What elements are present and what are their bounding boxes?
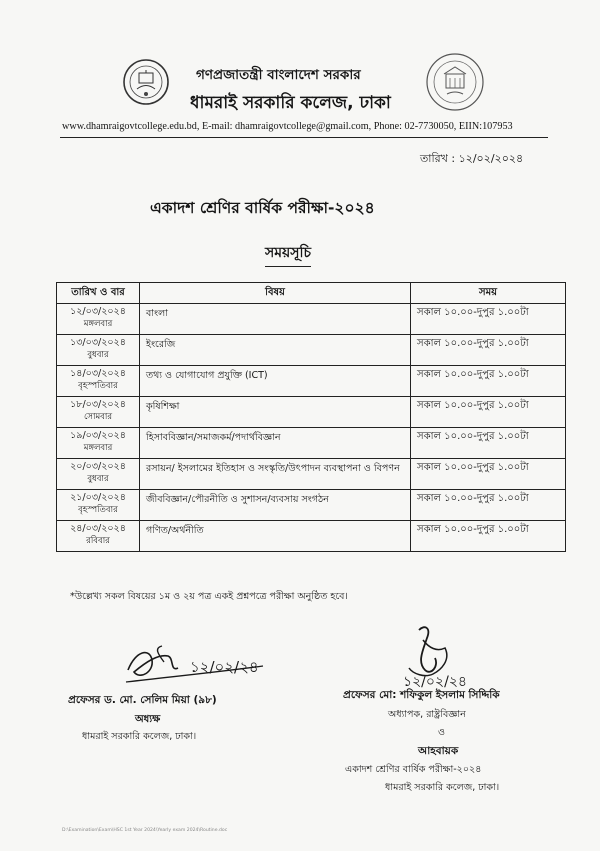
convener-position: অধ্যাপক, রাষ্ট্রবিজ্ঞান [388,709,466,720]
subject-cell [140,304,411,335]
date-cell [57,397,140,428]
row-day: রবিবার [86,536,110,546]
convener-org: ধামরাই সরকারি কলেজ, ঢাকা। [385,782,500,793]
row-date: ২১/০৩/২০২৪ [70,492,126,503]
routine-title: সময়সূচি [265,241,311,267]
row-time: সকাল ১০.০০-দুপুর ১.০০টা [417,369,529,380]
college-seal-icon [425,52,485,112]
row-date: ১৪/০৩/২০২৪ [70,368,126,379]
principal-signature [118,632,268,692]
table-header-row [57,283,566,304]
date-cell [57,366,140,397]
table-row [57,521,566,552]
table-row [57,335,566,366]
table-row [57,428,566,459]
date-cell [57,335,140,366]
row-day: বৃহস্পতিবার [78,505,118,515]
table-row [57,366,566,397]
file-path-footer: D:\Examination\Exam\HSC 1st Year 2024\Yearly exam 2024\Routine.doc [62,828,228,833]
subject-cell [140,335,411,366]
row-subject: ইংরেজি [146,339,176,350]
subject-cell [140,521,411,552]
row-time: সকাল ১০.০০-দুপুর ১.০০টা [417,431,529,442]
row-time: সকাল ১০.০০-দুপুর ১.০০টা [417,493,529,504]
row-day: বুধবার [87,474,109,484]
issue-date: তারিখ : ১২/০২/২০২৪ [420,152,524,165]
row-date: ১৯/০৩/২০২৪ [70,430,126,441]
row-date: ১২/০৩/২০২৪ [70,306,126,317]
row-day: বৃহস্পতিবার [78,381,118,391]
convener-role: আহবায়ক [418,745,459,757]
date-cell [57,521,140,552]
row-day: মঙ্গলবার [83,319,113,329]
schedule-table [56,282,566,552]
row-date: ২৪/০৩/২০২৪ [70,523,126,534]
subject-cell [140,490,411,521]
date-cell [57,490,140,521]
header-date-day: তারিখ ও বার [57,283,140,304]
exam-note: *উল্লেখ্য সকল বিষয়ের ১ম ও ২য় পত্র একই প্রশ্নপত্রে পরীক্ষা অনুষ্ঠিত হবে। [70,591,348,602]
row-day: সোমবার [83,412,113,422]
convener-name: প্রফেসর মো: শফিকুল ইসলাম সিদ্দিকি [343,689,500,701]
row-subject: জীববিজ্ঞান/পৌরনীতি ও সুশাসন/ব্যবসায় সংগঠন [146,494,329,505]
row-day: মঙ্গলবার [83,443,113,453]
table-row [57,459,566,490]
convener-and: ও [438,727,445,738]
time-cell [411,428,566,459]
row-subject: রসায়ন/ ইসলামের ইতিহাস ও সংস্কৃতি/উৎপাদন ব্যবস্থাপনা ও বিপণন [146,463,400,474]
subject-cell [140,459,411,490]
header-time: সময় [411,283,566,304]
contact-line: www.dhamraigovtcollege.edu.bd, E-mail: dhamraigovtcollege@gmail.com, Phone: 02-7730050, EIIN:107953 [62,121,513,132]
subject-cell [140,428,411,459]
time-cell [411,459,566,490]
row-day: বুধবার [87,350,109,360]
header-divider [60,137,548,138]
college-emblem-icon [122,58,170,106]
principal-title: অধ্যক্ষ [135,714,161,725]
time-cell [411,304,566,335]
exam-title: একাদশ শ্রেণির বার্ষিক পরীক্ষা-২০২৪ [150,199,375,217]
time-cell [411,366,566,397]
time-cell [411,490,566,521]
convener-signature-date: ১২/০২/২৪ [403,674,468,690]
date-cell [57,459,140,490]
government-title: গণপ্রজাতন্ত্রী বাংলাদেশ সরকার [196,67,361,83]
row-subject: কৃষিশিক্ষা [146,401,180,412]
row-time: সকাল ১০.০০-দুপুর ১.০০টা [417,524,529,535]
subject-cell [140,397,411,428]
time-cell [411,335,566,366]
row-time: সকাল ১০.০০-দুপুর ১.০০টা [417,307,529,318]
row-subject: গণিত/অর্থনীতি [146,525,204,536]
row-time: সকাল ১০.০০-দুপুর ১.০০টা [417,462,529,473]
row-time: সকাল ১০.০০-দুপুর ১.০০টা [417,338,529,349]
convener-exam: একাদশ শ্রেণির বার্ষিক পরীক্ষা-২০২৪ [345,764,482,775]
row-date: ২০/০৩/২০২৪ [70,461,126,472]
subject-cell [140,366,411,397]
date-cell [57,304,140,335]
time-cell [411,397,566,428]
principal-org: ধামরাই সরকারি কলেজ, ঢাকা। [82,731,197,742]
time-cell [411,521,566,552]
row-time: সকাল ১০.০০-দুপুর ১.০০টা [417,400,529,411]
row-subject: বাংলা [146,308,168,319]
row-date: ১৮/০৩/২০২৪ [70,399,126,410]
table-row [57,304,566,335]
row-subject: তথ্য ও যোগাযোগ প্রযুক্তি (ICT) [146,370,268,381]
college-name: ধামরাই সরকারি কলেজ, ঢাকা [190,93,391,113]
principal-signature-date: ১২/০২/২৪ [190,658,259,676]
row-subject: হিসাববিজ্ঞান/সমাজকর্ম/পদার্থবিজ্ঞান [146,432,281,443]
table-row [57,490,566,521]
principal-name: প্রফেসর ড. মো. সেলিম মিয়া (৯৮) [68,694,217,706]
date-cell [57,428,140,459]
row-date: ১৩/০৩/২০২৪ [70,337,126,348]
header-subject: বিষয় [140,283,411,304]
convener-signature [395,618,530,693]
table-row [57,397,566,428]
